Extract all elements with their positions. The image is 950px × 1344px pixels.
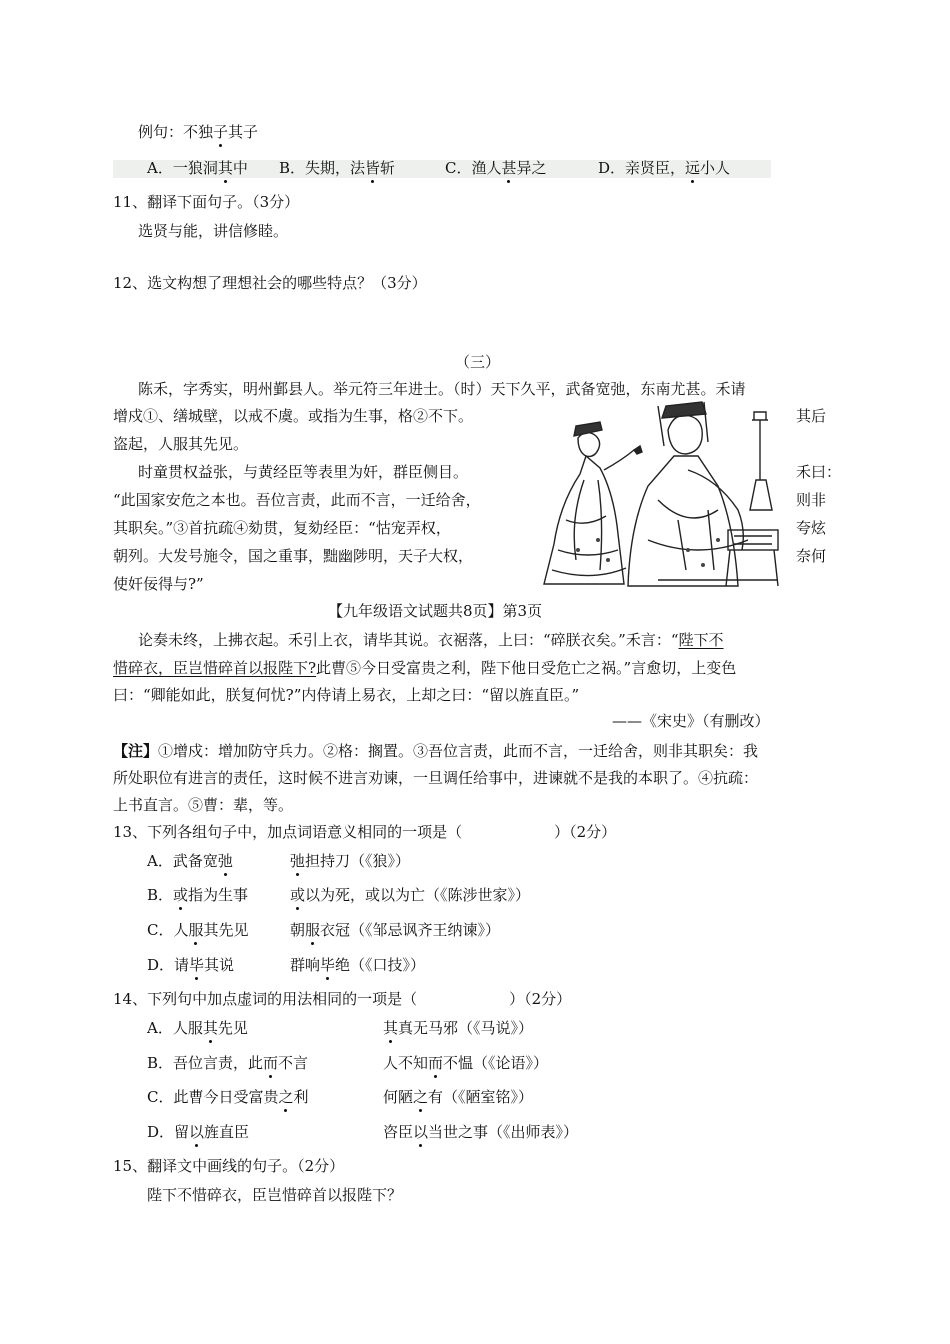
underlined-text: 陛下不: [678, 631, 724, 649]
text: ①增戍：增加防守兵力。②格：搁置。③吾位言责，此而不言，一迁给舍，则非其职矣：我: [158, 742, 759, 760]
q14-option-c-compare: [383, 1087, 533, 1107]
dotted-char: 之: [413, 1088, 429, 1106]
passage-line: 朝列。大发号施令，国之重事，黜幽陟明，天子大权，: [113, 547, 474, 565]
text: 不愠（《论语》）: [443, 1054, 549, 1072]
q10-option-b: [279, 158, 395, 178]
text: 利: [293, 1088, 309, 1106]
q12-stem: 12、选文构想了理想社会的哪些特点？（3分）: [113, 274, 427, 292]
text: C．渔人: [445, 159, 502, 177]
dotted-char: 毕: [320, 956, 336, 974]
dotted-char: 以: [189, 1123, 205, 1141]
passage-line: [113, 658, 736, 678]
q11-sentence: 选贤与能，讲信修睦。: [138, 222, 289, 240]
dotted-char: 服: [188, 921, 204, 939]
passage-line: 则非: [796, 491, 827, 509]
q14-option-a: [147, 1018, 248, 1038]
q14-option-a-compare: [383, 1018, 533, 1038]
passage-line: 曰：“卿能如此，朕复何忧?”内侍请上易衣，上却之曰：“留以旌直臣。”: [113, 686, 580, 704]
text: 群响: [290, 956, 321, 974]
q15-stem: 15、翻译文中画线的句子。（2分）: [113, 1157, 345, 1175]
dotted-char: 服: [305, 921, 321, 939]
text: A．武备宽: [147, 852, 218, 870]
text: 中: [232, 159, 248, 177]
text: 14、下列句中加点虚词的用法相同的一项是（: [113, 990, 418, 1008]
text: A．一狼洞: [147, 159, 218, 177]
note-label: 【注】: [113, 742, 159, 760]
dotted-char: 甚: [501, 159, 517, 177]
text: B．: [147, 886, 174, 904]
passage-line: 其后: [796, 407, 827, 425]
q13-option-a: [147, 851, 233, 871]
text: 人不知: [383, 1054, 429, 1072]
dotted-char: 其: [217, 159, 233, 177]
passage-line: “此国家安危之本也。吾位言责，此而不言，一迁给舍，: [113, 491, 481, 509]
dotted-char: 其: [383, 1019, 399, 1037]
dotted-char: 远: [685, 159, 701, 177]
text: D．亲贤臣，: [598, 159, 686, 177]
q10-option-a: [147, 158, 248, 178]
text: 其先见: [203, 921, 249, 939]
dotted-char: 以: [413, 1123, 429, 1141]
q14-option-c: [147, 1087, 309, 1107]
text: 其说: [204, 956, 235, 974]
q14-stem: [113, 989, 571, 1009]
source-citation: ——《宋史》（有删改）: [612, 712, 770, 730]
page-footer: 【九年级语文试题共8页】第3页: [328, 602, 543, 620]
q14-option-d-compare: [383, 1122, 578, 1142]
q13-option-a-compare: [290, 851, 410, 871]
text: ）（2分）: [554, 823, 617, 841]
text: 咨臣: [383, 1123, 414, 1141]
text: 指为生事: [188, 886, 249, 904]
text: 衣冠（《邹忌讽齐王纳谏》）: [320, 921, 501, 939]
passage-line: 增戍①、缮城壁，以戒不虞。或指为生事，格②不下。: [113, 407, 474, 425]
q10-example: [138, 122, 258, 142]
note-line: 上书直言。⑤曹：辈，等。: [113, 796, 294, 814]
dotted-char: 弛: [217, 852, 233, 870]
text: 担持刀（《狼》）: [305, 852, 411, 870]
text: 有（《陋室铭》）: [428, 1088, 534, 1106]
dotted-char: 或: [173, 886, 189, 904]
text: 例句：不独: [138, 123, 214, 141]
dotted-char: 子: [213, 123, 229, 141]
passage-line: 其职矣。”③首抗疏④劾贯，复劾经臣：“怙宠弄权，: [113, 519, 451, 537]
text: D．留: [147, 1123, 190, 1141]
text: 朝: [290, 921, 306, 939]
text: ）（2分）: [509, 990, 572, 1008]
text: C．人: [147, 921, 189, 939]
text: C．此曹今日受富贵: [147, 1088, 279, 1106]
q13-option-c: [147, 920, 249, 940]
text: 真无马邪（《马说》）: [398, 1019, 534, 1037]
dotted-char: 皆: [365, 159, 381, 177]
q13-option-d: [147, 955, 234, 975]
text: D．请: [147, 956, 190, 974]
dotted-char: 或: [290, 886, 306, 904]
dotted-char: 毕: [189, 956, 205, 974]
q13-option-b: [147, 885, 248, 905]
text: 当世之事（《出师表》）: [428, 1123, 579, 1141]
text: 先见: [217, 1019, 248, 1037]
section-title: （三）: [455, 353, 501, 371]
passage-line: 陈禾，字秀实，明州鄞县人。举元符三年进士。（时）天下久平，武备宽弛，东南尤甚。禾请: [138, 380, 746, 398]
passage-line: 禾曰：: [796, 463, 842, 481]
text: 异之: [516, 159, 547, 177]
passage-line: 时童贯权益张，与黄经臣等表里为奸，群臣侧目。: [138, 463, 469, 481]
text: B．吾位言责，此: [147, 1054, 264, 1072]
text: 小人: [700, 159, 731, 177]
q10-option-d: [598, 158, 730, 178]
text: B．失期，法: [279, 159, 366, 177]
passage-line: 夸炫: [796, 519, 827, 537]
text: 何陋: [383, 1088, 414, 1106]
dotted-char: 其: [202, 1019, 218, 1037]
passage-line: 盗起，人服其先见。: [113, 435, 249, 453]
q13-option-d-compare: [290, 955, 425, 975]
dotted-char: 弛: [290, 852, 306, 870]
note-line: [113, 741, 758, 761]
text: 以为死，或以为亡（《陈涉世家》）: [305, 886, 531, 904]
q10-option-c: [445, 158, 547, 178]
q15-sentence: 陛下不惜碎衣，臣岂惜碎首以报陛下？: [147, 1186, 403, 1204]
underlined-text: 惜碎衣，臣岂惜碎首以报陛下?: [113, 659, 317, 677]
text: 斩: [380, 159, 396, 177]
text: A．人服: [147, 1019, 203, 1037]
passage-line: [138, 630, 724, 650]
dotted-char: 之: [278, 1088, 294, 1106]
emperor-minister-illustration: [538, 400, 784, 590]
text: 13、下列各组句子中，加点词语意义相同的一项是（: [113, 823, 463, 841]
q13-option-c-compare: [290, 920, 500, 940]
passage-line: 奈何: [796, 547, 827, 565]
dotted-char: 而: [263, 1054, 279, 1072]
text: 旌直臣: [204, 1123, 250, 1141]
q13-option-b-compare: [290, 885, 530, 905]
q11-stem: 11、翻译下面句子。（3分）: [113, 193, 300, 211]
q13-stem: [113, 822, 616, 842]
passage-line: 使奸佞得与?”: [113, 575, 204, 593]
text: 论奏未终，上拂衣起。禾引上衣，请毕其说。衣裾落，上曰：“碎朕衣矣。”禾言：“: [138, 631, 679, 649]
text: 绝（《口技》）: [335, 956, 426, 974]
q14-option-d: [147, 1122, 249, 1142]
text: 此曹⑤今日受富贵之利，陛下他日受危亡之祸。”言愈切，上变色: [316, 659, 737, 677]
q14-option-b-compare: [383, 1053, 548, 1073]
dotted-char: 而: [428, 1054, 444, 1072]
note-line: 所处职位有进言的责任，这时候不进言劝谏，一旦调任给事中，进谏就不是我的本职了。④抗疏：: [113, 769, 759, 787]
text: 不言: [278, 1054, 309, 1072]
text: 其子: [228, 123, 259, 141]
q14-option-b: [147, 1053, 308, 1073]
